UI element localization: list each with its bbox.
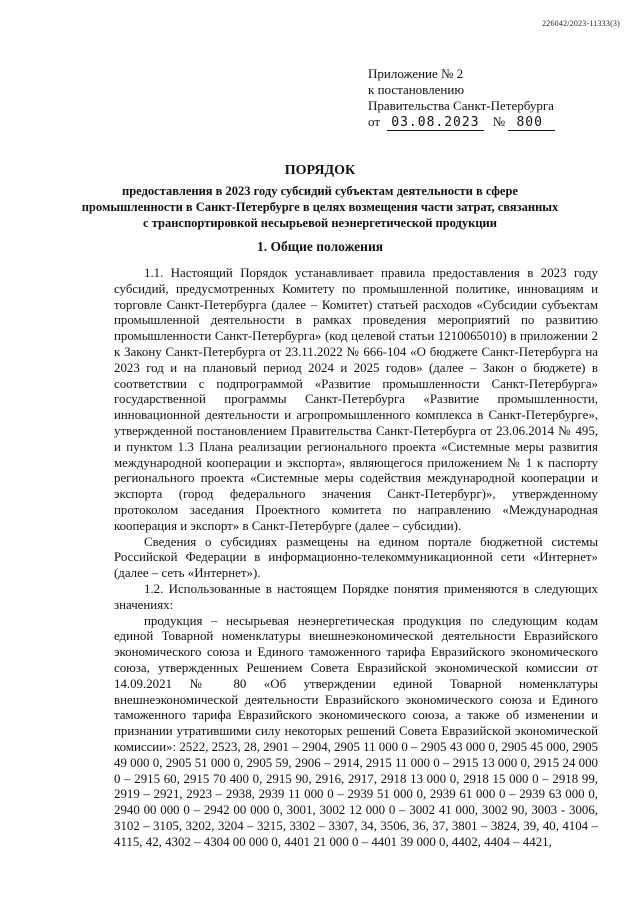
- appendix-government: Правительства Санкт-Петербурга: [368, 98, 554, 113]
- document-body: [114, 266, 598, 850]
- appendix-label: Приложение № 2: [368, 66, 464, 81]
- resolution-date: 03.08.2023: [387, 115, 483, 131]
- paragraph-1-2: 1.2. Использованные в настоящем Порядке понятия применяются в следующих значениях:: [114, 581, 598, 612]
- document-registration-number: 226042/2023-11333(3): [542, 19, 620, 28]
- section-heading: 1. Общие положения: [256, 239, 384, 254]
- appendix-block: [368, 66, 555, 131]
- paragraph-subsidy-info: Сведения о субсидиях размещены на едином портале бюджетной системы Российской Федерации в информационно-телекоммуникационной сети «Интернет» (далее – сеть «Интернет»).: [114, 534, 598, 581]
- appendix-resolution-ref: к постановлению: [368, 82, 465, 97]
- paragraph-product-definition: продукция – несырьевая неэнергетическая продукция по следующим кодам единой Товарной номенклатуры внешнеэкономической деятельности Евразийского экономического союза и Единого таможенного тарифа Евразийского экономического союза, утвержденных Решением Совета Евразийской экономической комиссии от 14.09.2021 № 80 «Об утверждении единой Товарной номенклатуры внешнеэкономической деятельности Евразийского экономического союза и Единого таможенного тарифа Евразийского экономического союза, а также об изменении и признании утратившими силу некоторых решений Совета Евразийской экономической комиссии»: 2522, 2523, 28, 2901 – 2904, 2905 11 000 0 – 2905 43 000 0, 2905 45 000, 2905 49 000 0, 2905 51 000 0, 2905 59, 2906 – 2914, 2915 11 000 0 – 2915 13 000 0, 2915 24 000 0 – 2915 60, 2915 70 400 0, 2915 90, 2916, 2917, 2918 13 000 0, 2918 15 000 0 – 2918 99, 2919 – 2921, 2923 – 2938, 2939 11 000 0 – 2939 51 000 0, 2939 61 000 0 – 2939 63 000 0, 2940 00 000 0 – 2942 00 000 0, 3001, 3002 12 000 0 – 3002 41 000, 3002 90, 3003 - 3006, 3102 – 3105, 3202, 3204 – 3215, 3302 – 3307, 34, 3506, 36, 37, 3801 – 3824, 39, 40, 4104 – 4115, 42, 4302 – 4304 00 000 0, 4401 21 000 0 – 4401 39 000 0, 4402, 4404 – 4421,: [114, 613, 598, 849]
- document-title: ПОРЯДОК: [284, 163, 356, 178]
- paragraph-1-1: 1.1. Настоящий Порядок устанавливает правила предоставления в 2023 году субсидий, предусмотренных Комитету по промышленной политике, инновациям и торговле Санкт-Петербурга (далее – Комитет) статьей расходов «Субсидии субъектам промышленной деятельности в рамках проведения мероприятий по развитию промышленности Санкт-Петербурга» (код целевой статьи 1210065010) в приложении 2 к Закону Санкт-Петербурга от 23.11.2022 № 666-104 «О бюджете Санкт-Петербурга на 2023 год и на плановый период 2024 и 2025 годов» (далее – Закон о бюджете) в соответствии с подпрограммой «Развитие промышленности Санкт-Петербурга» государственной программы Санкт-Петербурга «Развитие промышленности, инновационной деятельности и агропромышленного комплекса в Санкт-Петербурге», утвержденной постановлением Правительства Санкт-Петербурга от 23.06.2014 № 495, и пунктом 1.3 Плана реализации регионального проекта «Системные меры развития международной кооперации и экспорта», являющегося приложением № 1 к паспорту регионального проекта «Системные меры содействия международной кооперации и экспорта (город федерального значения Санкт-Петербург)», утвержденному протоколом заседания Проектного комитета по направлению «Международная кооперация и экспорт» в Санкт-Петербурге (далее – субсидии).: [114, 266, 598, 533]
- document-subtitle: предоставления в 2023 году субсидий субъектам деятельности в сфере промышленности в Санкт-Петербурге в целях возмещения части затрат, связанных с транспортировкой несырьевой неэнергетической продукции: [81, 184, 559, 230]
- resolution-number: 800: [508, 115, 554, 131]
- date-prefix: от: [368, 114, 381, 129]
- number-prefix: №: [492, 114, 506, 129]
- appendix-date-line: [368, 114, 555, 131]
